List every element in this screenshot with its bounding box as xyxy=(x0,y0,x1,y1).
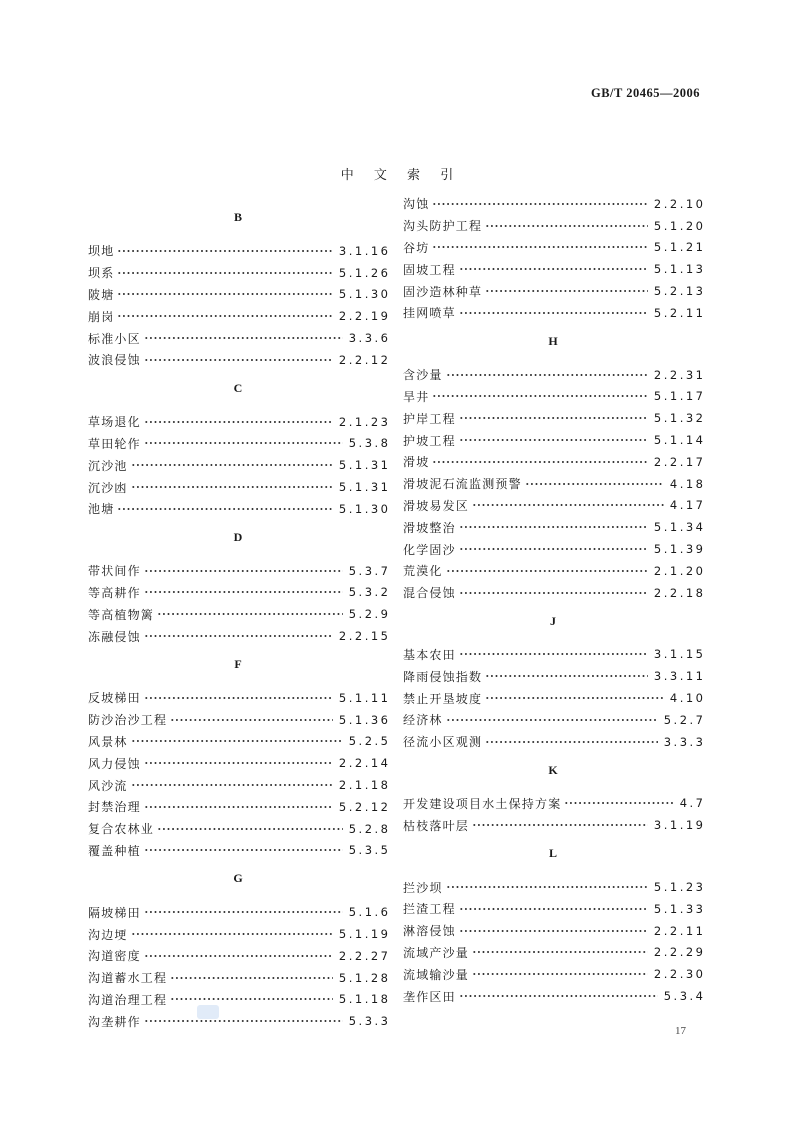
index-term: 枯枝落叶层 xyxy=(403,818,470,833)
index-ref: 2.2.31 xyxy=(653,367,706,382)
index-entry xyxy=(403,814,706,836)
index-entry xyxy=(403,898,706,920)
index-column-left xyxy=(88,200,391,1032)
index-term: 崩岗 xyxy=(88,309,115,324)
dot-leader xyxy=(472,973,648,975)
index-entry xyxy=(88,945,391,967)
index-term: 荒漠化 xyxy=(403,564,443,579)
index-ref: 5.2.13 xyxy=(653,284,706,299)
index-ref: 5.1.19 xyxy=(338,927,391,942)
dot-leader xyxy=(144,1020,343,1022)
dot-leader xyxy=(459,908,648,910)
index-term: 拦渣工程 xyxy=(403,902,456,917)
dot-leader xyxy=(144,635,333,637)
dot-leader xyxy=(144,911,343,913)
index-entry xyxy=(88,476,391,498)
dot-leader xyxy=(144,421,333,423)
index-term: 池塘 xyxy=(88,502,115,517)
index-term: 含沙量 xyxy=(403,368,443,383)
index-entry xyxy=(403,495,706,517)
dot-leader xyxy=(472,951,648,953)
index-ref: 2.2.10 xyxy=(653,196,706,211)
section-letter-l: L xyxy=(548,846,557,861)
index-entry xyxy=(88,305,391,327)
index-ref: 3.3.11 xyxy=(653,669,706,684)
dot-leader xyxy=(459,417,648,419)
index-ref: 3.1.16 xyxy=(338,243,391,258)
index-term: 风力侵蚀 xyxy=(88,756,141,771)
index-entry xyxy=(403,942,706,964)
index-term: 淋溶侵蚀 xyxy=(403,924,456,939)
dot-leader xyxy=(472,824,648,826)
index-entry xyxy=(88,582,391,604)
index-ref: 5.1.36 xyxy=(338,712,391,727)
dot-leader xyxy=(446,886,648,888)
index-term: 垄作区田 xyxy=(403,989,456,1004)
index-entry xyxy=(88,840,391,862)
index-entry xyxy=(88,327,391,349)
index-ref: 5.1.18 xyxy=(338,992,391,1007)
dot-leader xyxy=(459,930,648,932)
index-term: 流域产沙量 xyxy=(403,945,470,960)
index-term: 草场退化 xyxy=(88,415,141,430)
dot-leader xyxy=(144,762,333,764)
dot-leader xyxy=(485,225,648,227)
index-entry xyxy=(403,407,706,429)
index-ref: 5.1.23 xyxy=(653,880,706,895)
index-term: 固坡工程 xyxy=(403,262,456,277)
index-ref: 2.2.15 xyxy=(338,629,391,644)
index-entry xyxy=(88,240,391,262)
index-entry xyxy=(88,774,391,796)
index-term: 滑坡整治 xyxy=(403,520,456,535)
dot-leader xyxy=(564,802,673,804)
standard-number: GB/T 20465—2006 xyxy=(590,86,700,100)
index-ref: 2.2.11 xyxy=(653,923,706,938)
index-entry xyxy=(88,752,391,774)
index-entry xyxy=(403,429,706,451)
index-ref: 3.3.3 xyxy=(663,734,706,749)
index-entry xyxy=(403,985,706,1007)
index-term: 径流小区观测 xyxy=(403,735,483,750)
index-ref: 5.1.28 xyxy=(338,970,391,985)
index-entry xyxy=(403,644,706,666)
index-term: 拦沙坝 xyxy=(403,880,443,895)
index-ref: 5.1.14 xyxy=(653,433,706,448)
dot-leader xyxy=(131,933,333,935)
index-term: 覆盖种植 xyxy=(88,843,141,858)
index-term: 谷坊 xyxy=(403,240,430,255)
index-entry xyxy=(403,731,706,753)
index-ref: 2.2.19 xyxy=(338,309,391,324)
section-letter-c: C xyxy=(233,380,243,395)
index-entry xyxy=(88,262,391,284)
index-ref: 2.1.23 xyxy=(338,414,391,429)
index-ref: 4.17 xyxy=(669,498,706,513)
index-entry xyxy=(403,193,706,215)
dot-leader xyxy=(459,995,658,997)
dot-leader xyxy=(472,504,664,506)
index-ref: 2.2.17 xyxy=(653,454,706,469)
index-term: 护岸工程 xyxy=(403,411,456,426)
index-term: 草田轮作 xyxy=(88,436,141,451)
index-entry xyxy=(88,411,391,433)
index-entry xyxy=(88,349,391,371)
dot-leader xyxy=(117,508,333,510)
dot-leader xyxy=(144,849,343,851)
dot-leader xyxy=(459,439,648,441)
index-entry xyxy=(88,284,391,306)
dot-leader xyxy=(446,374,648,376)
index-ref: 2.2.12 xyxy=(338,352,391,367)
page-title: 中 文 索 引 xyxy=(340,168,454,183)
index-ref: 2.2.18 xyxy=(653,585,706,600)
index-entry xyxy=(403,473,706,495)
index-term: 风沙流 xyxy=(88,778,128,793)
index-entry xyxy=(403,582,706,604)
index-term: 滑坡易发区 xyxy=(403,498,470,513)
dot-leader xyxy=(131,486,333,488)
dot-leader xyxy=(117,293,333,295)
index-term: 标准小区 xyxy=(88,331,141,346)
index-term: 带状间作 xyxy=(88,564,141,579)
index-term: 经济林 xyxy=(403,713,443,728)
index-term: 降雨侵蚀指数 xyxy=(403,669,483,684)
dot-leader xyxy=(144,570,343,572)
index-ref: 4.7 xyxy=(679,796,706,811)
index-ref: 5.1.32 xyxy=(653,411,706,426)
dot-leader xyxy=(144,442,343,444)
index-ref: 5.1.20 xyxy=(653,218,706,233)
dot-leader xyxy=(485,290,648,292)
index-term: 滑坡 xyxy=(403,455,430,470)
index-entry xyxy=(88,687,391,709)
index-entry xyxy=(88,818,391,840)
index-ref: 5.3.3 xyxy=(348,1014,391,1029)
index-term: 沟边埂 xyxy=(88,927,128,942)
index-entry xyxy=(403,516,706,538)
section-letter-h: H xyxy=(548,333,558,348)
index-ref: 3.1.19 xyxy=(653,818,706,833)
dot-leader xyxy=(157,613,343,615)
index-ref: 5.2.9 xyxy=(348,607,391,622)
index-entry xyxy=(403,665,706,687)
index-ref: 5.2.7 xyxy=(663,712,706,727)
index-term: 等高耕作 xyxy=(88,585,141,600)
index-entry xyxy=(403,364,706,386)
dot-leader xyxy=(432,461,648,463)
index-term: 沟道治理工程 xyxy=(88,992,168,1007)
dot-leader xyxy=(485,697,664,699)
index-entry xyxy=(88,709,391,731)
dot-leader xyxy=(485,741,658,743)
index-term: 混合侵蚀 xyxy=(403,586,456,601)
dot-leader xyxy=(117,272,333,274)
dot-leader xyxy=(459,653,648,655)
index-entry xyxy=(88,603,391,625)
index-entry xyxy=(403,280,706,302)
index-term: 波浪侵蚀 xyxy=(88,353,141,368)
index-entry xyxy=(88,901,391,923)
watermark-mark xyxy=(197,1005,219,1019)
index-entry xyxy=(403,386,706,408)
index-term: 沉沙凼 xyxy=(88,480,128,495)
index-term: 化学固沙 xyxy=(403,542,456,557)
index-term: 隔坡梯田 xyxy=(88,905,141,920)
index-ref: 5.1.33 xyxy=(653,901,706,916)
index-entry xyxy=(403,538,706,560)
index-ref: 5.1.39 xyxy=(653,542,706,557)
index-entry xyxy=(403,237,706,259)
dot-leader xyxy=(144,359,333,361)
dot-leader xyxy=(485,675,648,677)
dot-leader xyxy=(131,784,333,786)
dot-leader xyxy=(432,395,648,397)
dot-leader xyxy=(459,526,648,528)
index-ref: 5.2.5 xyxy=(348,734,391,749)
index-ref: 5.1.17 xyxy=(653,389,706,404)
dot-leader xyxy=(459,548,648,550)
index-ref: 5.1.13 xyxy=(653,262,706,277)
index-ref: 3.1.15 xyxy=(653,647,706,662)
dot-leader xyxy=(446,570,648,572)
index-term: 滑坡泥石流监测预警 xyxy=(403,477,522,492)
index-ref: 5.1.21 xyxy=(653,240,706,255)
dot-leader xyxy=(117,315,333,317)
dot-leader xyxy=(170,998,333,1000)
dot-leader xyxy=(117,250,333,252)
index-entry xyxy=(88,967,391,989)
dot-leader xyxy=(432,246,648,248)
index-entry xyxy=(88,1010,391,1032)
dot-leader xyxy=(459,592,648,594)
index-term: 挂网喷草 xyxy=(403,306,456,321)
section-letter-g: G xyxy=(233,871,243,886)
index-term: 坝系 xyxy=(88,266,115,281)
index-ref: 5.3.2 xyxy=(348,585,391,600)
index-entry xyxy=(403,793,706,815)
index-term: 沟道密度 xyxy=(88,949,141,964)
dot-leader xyxy=(144,697,333,699)
section-letter-j: J xyxy=(550,613,556,628)
index-ref: 2.1.20 xyxy=(653,563,706,578)
index-term: 反坡梯田 xyxy=(88,691,141,706)
index-term: 固沙造林种草 xyxy=(403,284,483,299)
dot-leader xyxy=(170,719,333,721)
index-entry xyxy=(88,625,391,647)
index-ref: 5.3.4 xyxy=(663,989,706,1003)
index-ref: 5.3.8 xyxy=(348,436,391,451)
index-ref: 5.1.31 xyxy=(338,480,391,495)
index-ref: 2.2.30 xyxy=(653,967,706,982)
index-term: 基本农田 xyxy=(403,647,456,662)
dot-leader xyxy=(144,806,333,808)
index-ref: 2.2.27 xyxy=(338,948,391,963)
dot-leader xyxy=(144,955,333,957)
dot-leader xyxy=(459,268,648,270)
index-term: 风景林 xyxy=(88,734,128,749)
index-entry xyxy=(88,498,391,520)
index-ref: 2.1.18 xyxy=(338,778,391,793)
dot-leader xyxy=(131,740,343,742)
index-entry xyxy=(403,687,706,709)
index-ref: 5.2.12 xyxy=(338,799,391,814)
index-term: 沟蚀 xyxy=(403,197,430,212)
index-ref: 5.1.31 xyxy=(338,458,391,473)
index-ref: 5.2.11 xyxy=(653,305,706,320)
section-letter-f: F xyxy=(234,656,242,671)
index-term: 复合农林业 xyxy=(88,822,155,837)
dot-leader xyxy=(446,719,658,721)
index-ref: 4.10 xyxy=(669,691,706,706)
index-term: 沟垄耕作 xyxy=(88,1014,141,1029)
index-entry xyxy=(88,796,391,818)
dot-leader xyxy=(157,828,343,830)
index-ref: 5.2.8 xyxy=(348,821,391,836)
index-term: 开发建设项目水土保持方案 xyxy=(403,796,562,811)
index-term: 坝地 xyxy=(88,244,115,259)
index-entry xyxy=(403,560,706,582)
page-number: 17 xyxy=(675,1025,686,1037)
index-term: 等高植物篱 xyxy=(88,607,155,622)
index-ref: 5.1.26 xyxy=(338,265,391,280)
index-ref: 5.3.7 xyxy=(348,563,391,578)
index-entry xyxy=(403,963,706,985)
index-entry xyxy=(403,215,706,237)
index-term: 冻融侵蚀 xyxy=(88,629,141,644)
dot-leader xyxy=(144,337,343,339)
index-entry xyxy=(88,560,391,582)
index-ref: 2.2.29 xyxy=(653,945,706,960)
index-term: 旱井 xyxy=(403,389,430,404)
dot-leader xyxy=(170,977,333,979)
section-letter-k: K xyxy=(548,762,558,777)
dot-leader xyxy=(525,483,664,485)
index-ref: 5.3.5 xyxy=(348,843,391,858)
index-entry xyxy=(403,258,706,280)
section-letter-d: D xyxy=(233,529,243,544)
dot-leader xyxy=(144,591,343,593)
index-ref: 5.1.11 xyxy=(338,690,391,705)
index-entry xyxy=(88,989,391,1011)
index-ref: 2.2.14 xyxy=(338,756,391,771)
index-entry xyxy=(403,302,706,324)
index-ref: 3.3.6 xyxy=(348,331,391,346)
index-term: 封禁治理 xyxy=(88,800,141,815)
dot-leader xyxy=(432,203,648,205)
index-term: 陂塘 xyxy=(88,287,115,302)
index-ref: 5.1.30 xyxy=(338,287,391,302)
index-term: 流域输沙量 xyxy=(403,967,470,982)
index-ref: 5.1.30 xyxy=(338,501,391,516)
index-ref: 5.1.34 xyxy=(653,520,706,535)
index-ref: 5.1.6 xyxy=(348,905,391,920)
index-term: 沉沙池 xyxy=(88,458,128,473)
index-entry xyxy=(88,433,391,455)
index-term: 防沙治沙工程 xyxy=(88,713,168,728)
index-term: 沟头防护工程 xyxy=(403,219,483,234)
dot-leader xyxy=(131,464,333,466)
index-entry xyxy=(403,451,706,473)
index-term: 禁止开垦坡度 xyxy=(403,691,483,706)
index-term: 护坡工程 xyxy=(403,433,456,448)
index-entry xyxy=(403,876,706,898)
index-entry xyxy=(88,454,391,476)
index-entry xyxy=(403,920,706,942)
index-entry xyxy=(88,731,391,753)
index-ref: 4.18 xyxy=(669,476,706,491)
section-letter-b: B xyxy=(233,210,242,224)
index-term: 沟道蓄水工程 xyxy=(88,971,168,986)
index-entry xyxy=(403,709,706,731)
dot-leader xyxy=(459,312,648,314)
index-entry xyxy=(88,923,391,945)
index-column-right xyxy=(403,193,706,1007)
